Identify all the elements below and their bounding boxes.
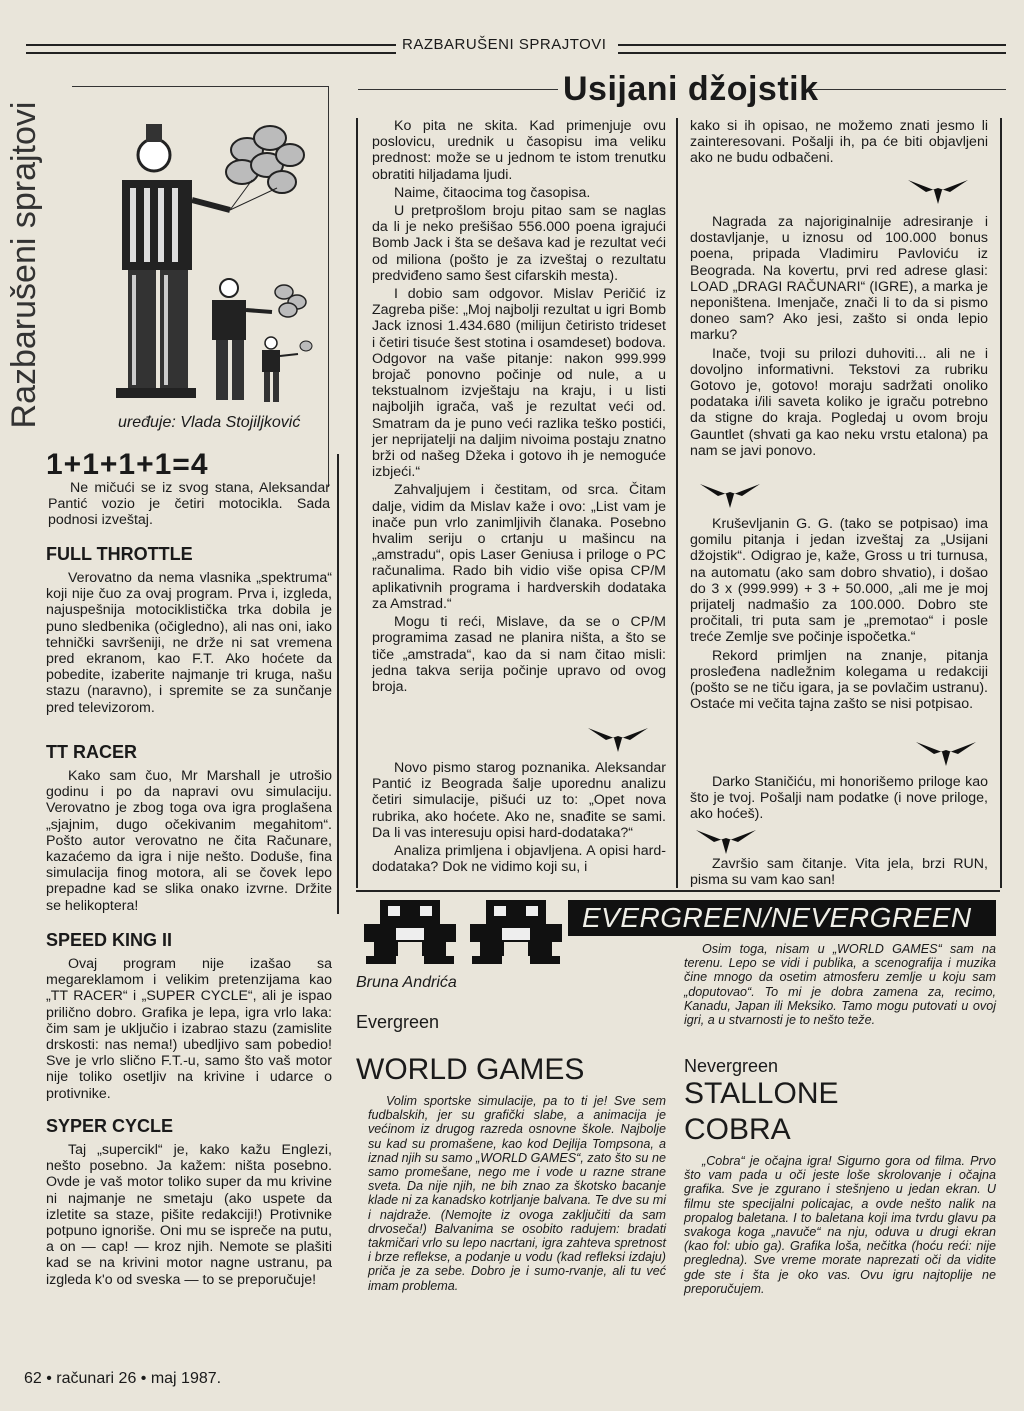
right-column-p1 <box>690 118 988 169</box>
middle-p7: Novo pismo starog poznanika. Aleksandar Pantić iz Beograda šalje uporednu analizu četiri simulacije, pišući uz to: „Opet nova rubrika, ako hoćete. Ako ne, snađite se sami. Da li vas interesuju opisi hard-dodataka?“ <box>372 760 666 841</box>
bird-divider-icon <box>914 738 978 768</box>
syper-cycle-paragraph: Taj „supercikl“ je, kako kažu Englezi, nešto posebno. Ja kažem: ništa posebno. Ovde je vaš motor toliko super da mu krivine ni najmanje ne smetaju (ako uspete da izletite sa staze, pišite redakciji!) Protivnike potpuno ignoriše. Oni mu se isprečе na putu, a on — cap! — kroz njih. Nemote se plašiti kad se na krivini motor nagne ustranu, pa izgleda k'o od sveska — to se preporučuje! <box>46 1142 332 1288</box>
title-rule-left <box>358 89 558 90</box>
right-p4: Kruševljanin G. G. (tako se potpisao) ima gomilu pitanja i jedan izveštaj za „Usijani džojstik“. Odigrao je, kaže, Gross u tri turnusa, na automatu (ako sam dobro shvatio), i došao do 3 x (999.999) + 3 + 50.000, „ali me je moj prijatelj nadmašio za 100.000. Dobro ste pročitali, tri puta sam je „premotao“ i posle treće Zemlje sve počinje ispočetka.“ <box>690 516 988 646</box>
middle-column-lower <box>372 760 666 877</box>
nevergreen-title-line1: STALLONE <box>684 1077 839 1110</box>
left-column-rule <box>337 454 339 914</box>
middle-p1: Ko pita ne skita. Kad primenjuje ovu poslovicu, urednik u časopisu ima veliku prednost: može se u jednom te istom trenutku obratiti hiljadama ljudi. <box>372 118 666 183</box>
bird-divider-icon <box>694 826 758 856</box>
heading-syper-cycle: SYPER CYCLE <box>46 1116 174 1136</box>
article-headline: 1+1+1+1=4 <box>46 448 209 481</box>
page-footer: 62 • računari 26 • maj 1987. <box>24 1370 222 1387</box>
right-column-p6 <box>690 774 988 825</box>
evergreen-label: Evergreen <box>356 1012 440 1032</box>
syper-cycle-text <box>46 1142 332 1290</box>
right-p3: Inače, tvoji su prilozi duhoviti... ali ne i dovoljno informativni. Tekstovi za rubriku Gotovo je, gotovo! moraju sadržati onoliko podataka i/ili saveta koliko je igraču potrebno da stigne do kraja. Pogledaj u ovom broju Gauntlet (shvati ga kao neku vrstu etalona) pa nam se javi ponovo. <box>690 345 988 459</box>
right-p2: Nagrada za najoriginalnije adresiranje i dostavljanje, u iznosu od 100.000 bonus poena, pripada Vladimiru Pavloviću iz Beograda. Na kovertu, prvi red adrese glasi: LOAD „DRAGI RAČUNARI“ (IGRE), a marka je neponištena. Imenjače, znači li to da si pismo doneo sam? Ako jesi, zašto si onda lepio marku? <box>690 214 988 344</box>
evergreen-review-text: Volim sportske simulacije, pa to ti je! Sve sem fudbalskih, jer su grafički slabe, a animacija je većinom iz drugog razreda osnovne škole. Najbolje su kad su promašene, kao kod Dejlija Tompsona, a iznad njih su samo „WORLD GAMES“, zato što su ne samo promešane, nego me i vode u razne strane sveta. Da nije njih, ne bih znao za škotsko bacanje klade ni za kanadsko kotrljanje balvana. Te dve su mi i najdraže. (Nemojte iz ovoga zaključiti da sam drvoseča!) Balvanima se osobito radujem: bradati takmičari vrlo su lepo nacrtani, igra zahteva spretnost i brze reflekse, a podanje u vodu (kad refleksi izdaju) priča je za sebe. Dobro je i sumo-rvanje, ali tu već imam problema. <box>368 1094 666 1293</box>
right-column-p7 <box>690 856 988 890</box>
speed-king-text <box>46 956 332 1104</box>
bird-divider-icon <box>906 176 970 206</box>
page-title: Usijani džojstik <box>563 70 819 108</box>
tt-racer-text <box>46 768 332 916</box>
donkey-kong-sprite-icon <box>466 898 566 966</box>
right-p5: Rekord primljen na znanje, pitanja prosleđena nadležnim kolegama u redakciji (pošto se ne tiču igara, ja se povlačim ustranu). Ostaće mi večita tajna zašto se nisi potpisao. <box>690 647 988 713</box>
donkey-kong-sprite-icon <box>360 898 460 966</box>
nevergreen-review-text: „Cobra“ je očajna igra! Sigurno gora od filma. Prvo što vam pada u oči jeste loše skrolovanje i očajna grafika. Sve je zgurano i stešnjeno u jedan ekran. U filmu ste specijalni policajac, a ovde nešto nalik na propalog baletana. I to baletana koji ima tvrdu glavu pa svakoga koga „navuče“ na nju, oduva u drugi ekran (kao fol: ubio ga). Grafika loša, nečitka (hoću reći: nije pregledna). Sve vreme morate naprezati oči da vidite gde ste i šta je oko vas. Ovu igru najtoplije ne preporučujem. <box>684 1154 996 1296</box>
header-rule-right <box>618 44 1006 54</box>
right-column-rule <box>1000 118 1002 888</box>
middle-column <box>372 118 666 697</box>
speed-king-paragraph: Ovaj program nije izašao sa megareklamom i velikim pretenzijama kao „TT RACER“ i „SUPER CYCLE“, ali je ispao prilično dobro. Grafika je lepa, igra vrlo laka: čim sam je uključio i izabrao stazu (zamislite drskosti: nas nema!) ubedljivo sam pobedio! Sve je vrlo slično F.T.-u, samo što vaš motor nije toliko osetljiv na krivine i udarce o protivnike. <box>46 956 332 1102</box>
right-p7: Završio sam čitanje. Vita jela, brzi RUN, pisma su vam kao san! <box>690 856 988 889</box>
right-column-p2 <box>690 214 988 461</box>
editor-credit: uređuje: Vlada Stojiljković <box>118 414 301 431</box>
evergreen-author: Bruna Andrića <box>356 974 457 991</box>
evergreen-review <box>368 1094 666 1293</box>
bird-divider-icon <box>586 724 650 754</box>
middle-p2: Naime, čitaocima tog časopisa. <box>394 184 591 201</box>
clown-balloons-illustration <box>92 110 322 410</box>
section-title: RAZBARUŠENI SPRAJTOVI <box>398 36 610 53</box>
right-column-p4 <box>690 516 988 714</box>
section-divider <box>356 890 1000 892</box>
evergreen-title: WORLD GAMES <box>356 1053 585 1086</box>
middle-p6: Mogu ti reći, Mislave, da se o CP/M programima zasad ne planira ništa, a što se tiče „amstrada“, kao da si nam čitao misli: jedna takva serija počinje upravo od ovog broja. <box>372 614 666 695</box>
bird-divider-icon <box>698 480 762 510</box>
nevergreen-label: Nevergreen <box>684 1056 779 1076</box>
middle-right-rule <box>676 118 678 888</box>
middle-p5: Zahvaljujem i čestitam, od srca. Čitam dalje, vidim da Mislav kaže i ovo: „List vam je inače pun vrlo zanimljivih članaka. Posebno hvalim seriju o crtanju u mašincu na „amstradu“, opis Laser Geniusa i priloge o PC računalima. Rado bih vidio više opisa CP/M aplikativnih programa i hardverskih dodataka za Amstrad.“ <box>372 482 666 612</box>
tt-racer-paragraph: Kako sam čuo, Mr Marshall je utrošio godinu i po da napravi ovu simulaciju. Verovatno je zbog toga ova igra proglašena „sjajnim, dugo očekivanim megahitom“. Pošto autor verovatno ne čita Računare, kazaćemo da igra i nije nešto. Doduše, fina simulacija finog motora, ali se čovek lepo prepadne kad se slika onako izvrne. Držite se helikoptera! <box>46 768 332 914</box>
full-throttle-text <box>46 570 332 718</box>
right-p1: kako si ih opisao, ne možemo znati jesmo li zainteresovani. Pošalji ih, pa će biti objavljeni ako ne budu odbačeni. <box>690 118 988 167</box>
lead-text: Ne mičući se iz svog stana, Aleksandar Pantić vozio je četiri motocikla. Sada podnosi izveštaj. <box>48 480 330 529</box>
middle-p3: U pretprošlom broju pitao sam se naglas da li je neko prešišao 556.000 poena igrajući Bomb Jack i šta se dešava kad je rezultat veći od miliona (pošto je za izveštaj o rezultatu predviđeno samo šest cifarskih mesta). <box>372 203 666 284</box>
middle-p4: I dobio sam odgovor. Mislav Peričić iz Zagreba piše: „Moj najbolji rezultat u igri Bomb Jack iznosi 1.434.680 (milijun četiristo trideset i četiri tisuće šest stotina i osamdeset) bodova. Odgovor na vaše pitanje: nakon 999.999 brojač ponovno počinje od nule, a u tekstualnom izvještaju na kraju, i u listi najboljih igrača, vaš je rezultat veći od. Smatram da je puno veći razlika teško postići, jer neprijatelji na daljim nivoima postaju znatno brži od našeg Džeka i gotovo ih je nemoguće izbjeći.“ <box>372 286 666 481</box>
right-p6: Darko Staničiću, mi honorišemo priloge kao što je tvoj. Pošalji nam podatke (i nove priloge, ako hoćeš). <box>690 774 988 823</box>
heading-full-throttle: FULL THROTTLE <box>46 544 193 564</box>
heading-speed-king: SPEED KING II <box>46 930 173 950</box>
middle-left-rule <box>356 118 358 888</box>
evergreen-review-cont <box>684 942 996 1027</box>
heading-tt-racer: TT RACER <box>46 742 137 762</box>
header-rule-left <box>26 44 396 54</box>
vertical-section-title: Razbarušeni sprajtovi <box>5 101 43 429</box>
nevergreen-review <box>684 1154 996 1296</box>
full-throttle-paragraph: Verovatno da nema vlasnika „spektruma“ koji nije čuo za ovaj program. Prva i, izgleda, najuspešnija motociklistička trka dobila je puno sledbenika (očigledno), ali nas oni, iako tehnički savršeniji, ne drže ni sat vremena pred ekranom, kao F.T. Ako hoćete da pobedite, izaberite najmanje tri kruga, našu stazu (naravno), i spremite se za sunčanje pred televizorom. <box>46 570 332 716</box>
evergreen-review-cont-text: Osim toga, nisam u „WORLD GAMES“ sam na terenu. Lepo se vidi i publika, a scenografija i muzika čine mnogo da osetim atmosferu zemlje u koju sam „doputovao“. To mi je dobra zamena za, recimo, Kanadu, Japan ili Meksiko. Tamo mogu putovati u ovoj igri, a u stvarnosti je to nešto teže. <box>684 942 996 1028</box>
evergreen-banner-text: EVERGREEN/NEVERGREEN <box>582 902 972 933</box>
nevergreen-title-line2: COBRA <box>684 1113 791 1146</box>
middle-p8: Analiza primljena i objavljena. A opisi hard-dodataka? Dok ne vidimo koji su, i <box>372 843 666 876</box>
title-rule-right <box>810 89 1006 90</box>
lead-paragraph <box>48 480 330 531</box>
